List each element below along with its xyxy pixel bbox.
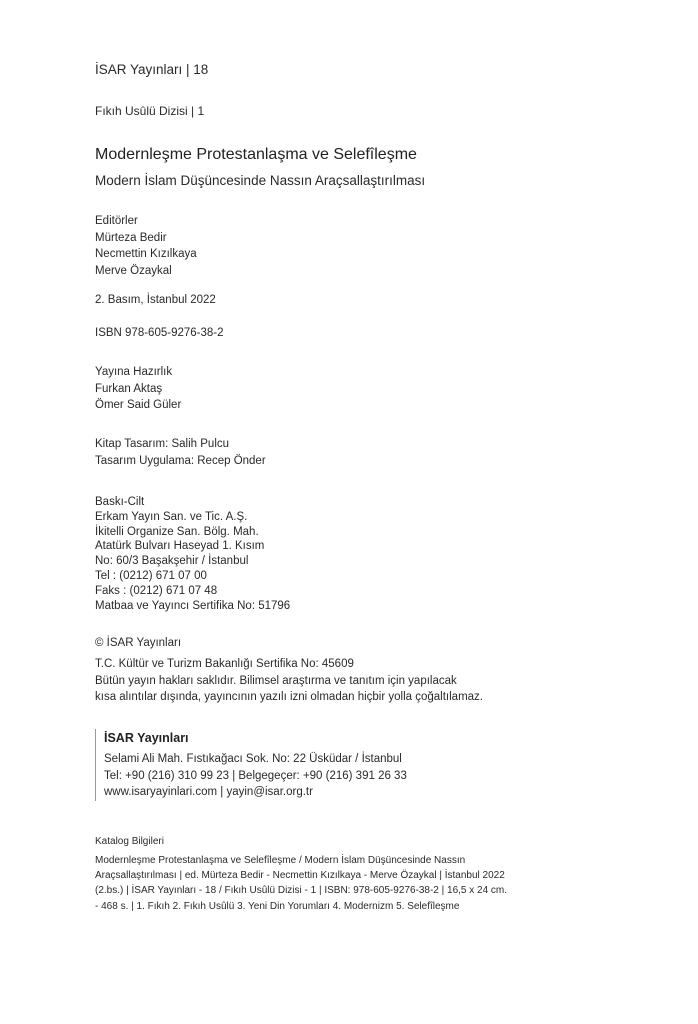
preparation-block [95, 364, 181, 414]
printing-line: İkitelli Organize San. Bölg. Mah. [95, 525, 259, 538]
rights-line: Bütün yayın hakları saklıdır. Bilimsel araştırma ve tanıtım için yapılacak [95, 674, 457, 687]
printing-line: No: 60/3 Başakşehir / İstanbul [95, 555, 249, 568]
catalog-label: Katalog Bilgileri [95, 836, 164, 847]
publisher-address: Selami Ali Mah. Fıstıkağacı Sok. No: 22 Üsküdar / İstanbul [104, 753, 402, 765]
catalog-line: Araçsallaştırılması | ed. Mürteza Bedir - Necmettin Kızılkaya - Merve Özaykal | İstanbul 2022 [95, 870, 505, 882]
catalog-line: Modernleşme Protestanlaşma ve Selefîleşme / Modern İslam Düşüncesinde Nassın [95, 855, 466, 866]
editor-name: Mürteza Bedir [95, 231, 167, 244]
rights-line: kısa alıntılar dışında, yayıncının yazılı izni olmadan hiçbir yolla çoğaltılamaz. [95, 691, 483, 703]
publisher-phone: Tel: +90 (216) 310 99 23 | Belgegeçer: +90 (216) 391 26 33 [104, 769, 407, 782]
catalog-block [95, 853, 507, 914]
publisher-web: www.isaryayinlari.com | yayin@isar.org.tr [104, 786, 313, 798]
printing-line: Tel : (0212) 671 07 00 [95, 569, 207, 582]
editors-label: Editörler [95, 215, 138, 227]
edition-info: 2. Basım, İstanbul 2022 [95, 294, 216, 306]
printing-block [95, 495, 290, 613]
rights-block [95, 656, 483, 706]
printing-line: Erkam Yayın San. ve Tic. A.Ş. [95, 510, 248, 523]
book-subtitle: Modern İslam Düşüncesinde Nassın Araçsallaştırılması [95, 173, 426, 188]
printing-line: Atatürk Bulvarı Haseyad 1. Kısım [95, 540, 265, 553]
design-application: Tasarım Uygulama: Recep Önder [95, 454, 266, 467]
preparation-label: Yayına Hazırlık [95, 366, 173, 378]
printing-line: Baskı-Cilt [95, 496, 145, 508]
subseries-info: Fıkıh Usûlü Dizisi | 1 [95, 104, 205, 118]
editor-name: Merve Özaykal [95, 264, 172, 277]
catalog-line: - 468 s. | 1. Fıkıh 2. Fıkıh Usûlü 3. Yeni Din Yorumları 4. Modernizm 5. Selefîleşme [95, 900, 460, 912]
printing-line: Matbaa ve Yayıncı Sertifika No: 51796 [95, 599, 291, 612]
preparer-name: Ömer Said Güler [95, 399, 182, 411]
preparer-name: Furkan Aktaş [95, 382, 163, 395]
editor-name: Necmettin Kızılkaya [95, 248, 197, 260]
catalog-line: (2.bs.) | İSAR Yayınları - 18 / Fıkıh Usûlü Dizisi - 1 | ISBN: 978-605-9276-38-2 | 16,5 x 24 cm. [95, 885, 508, 897]
publisher-block [95, 729, 407, 801]
printing-line: Faks : (0212) 671 07 48 [95, 584, 218, 597]
copyright-notice: © İSAR Yayınları [95, 637, 182, 649]
design-block [95, 436, 266, 469]
publisher-name: İSAR Yayınları [104, 731, 189, 745]
rights-line: T.C. Kültür ve Turizm Bakanlığı Sertifika No: 45609 [95, 658, 354, 670]
book-title: Modernleşme Protestanlaşma ve Selefîleşme [95, 146, 417, 163]
series-info: İSAR Yayınları | 18 [95, 62, 209, 77]
cover-design: Kitap Tasarım: Salih Pulcu [95, 438, 230, 450]
isbn: ISBN 978-605-9276-38-2 [95, 327, 224, 339]
editors-block [95, 213, 197, 279]
